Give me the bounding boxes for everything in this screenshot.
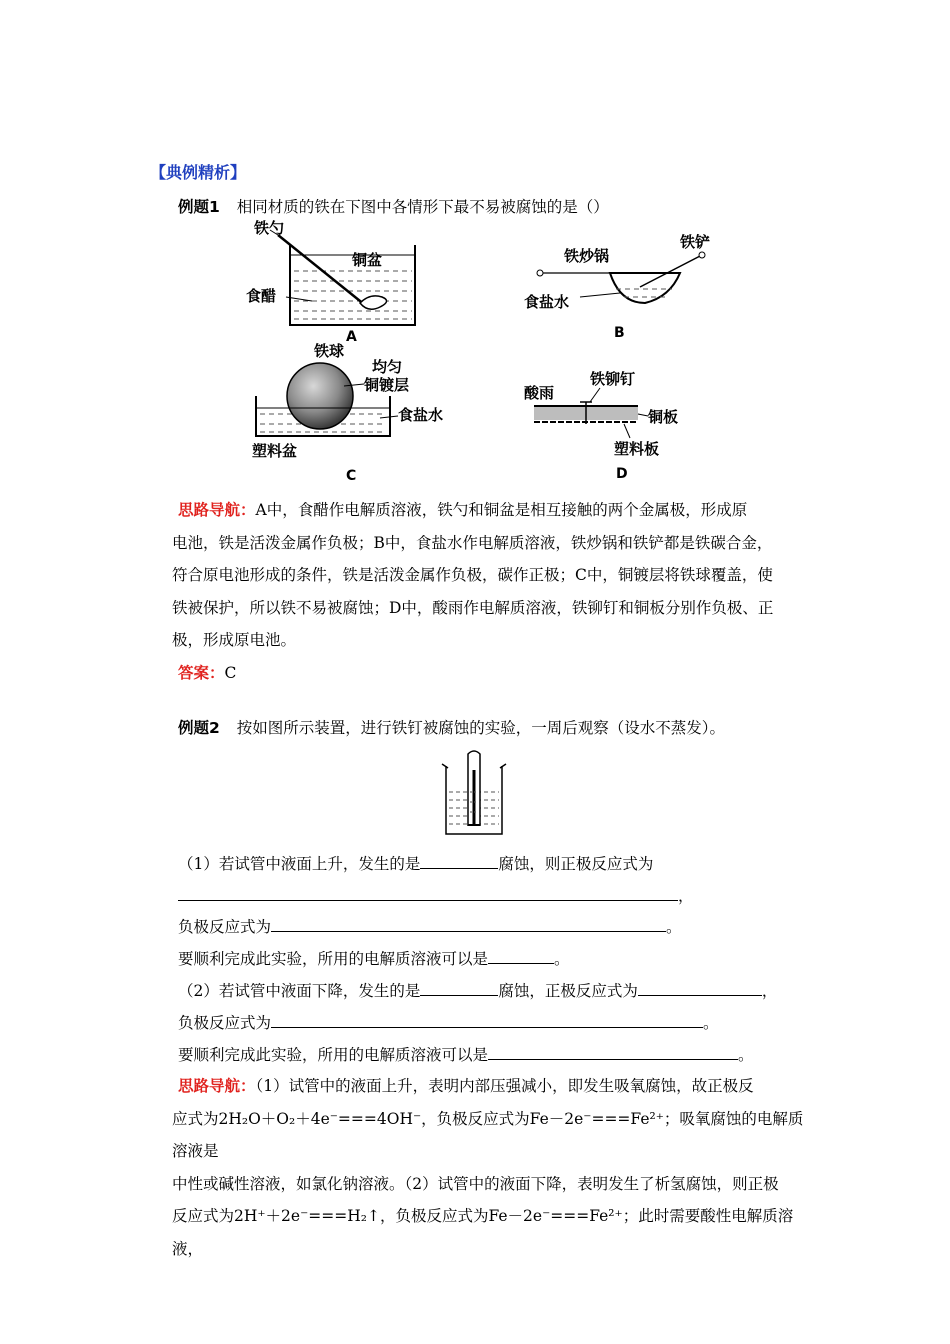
answer-label: 答案： <box>178 663 225 682</box>
q2-positive-eq-line <box>178 884 694 906</box>
analysis-label-2: 思路导航： <box>178 1077 256 1095</box>
label-plastic-plate: 塑料板 <box>614 440 660 458</box>
analysis-label-1: 思路导航： <box>178 501 256 519</box>
label-iron-wok: 铁炒锅 <box>564 247 610 265</box>
q2-part1-suffix: 腐蚀，则正极反应式为 <box>498 855 654 873</box>
analysis-line: 符合原电池形成的条件，铁是活泼金属作负极，碳作正极；C中，铜镀层将铁球覆盖，使 <box>172 566 773 584</box>
q2-negative-eq-line <box>178 915 682 937</box>
period: 。 <box>666 918 682 936</box>
q2-solution-line-1 <box>178 947 570 969</box>
label-iron-spoon: 铁勺 <box>254 219 285 237</box>
negative-label-2: 负极反应式为 <box>178 1014 272 1032</box>
q2-part2-prefix: （2）若试管中液面下降，发生的是 <box>178 982 421 1000</box>
label-plastic-basin: 塑料盆 <box>252 442 298 460</box>
solution-label-2: 要顺利完成此实验，所用的电解质溶液可以是 <box>178 1046 489 1064</box>
q2-part1-prefix: （1）若试管中液面上升，发生的是 <box>178 855 421 873</box>
figure-b <box>520 225 730 345</box>
analysis-line: 反应式为2H⁺＋2e⁻===H₂↑，负极反应式为Fe－2e⁻===Fe²⁺；此时需要酸性电解质溶液， <box>172 1207 794 1258</box>
figure-b-letter: B <box>614 325 625 341</box>
figure-d-letter: D <box>616 466 628 482</box>
blank-positive-equation-1[interactable] <box>178 886 678 901</box>
label-copper-plate: 铜板 <box>648 408 679 426</box>
blank-corrosion-type-1[interactable] <box>420 854 498 869</box>
analysis-line: 中性或碱性溶液，如氯化钠溶液。（2）试管中的液面下降，表明发生了析氢腐蚀，则正极 <box>172 1174 779 1193</box>
label-uniform: 均匀 <box>372 358 403 376</box>
analysis-line: A中，食醋作电解质溶液，铁勺和铜盆是相互接触的两个金属极，形成原 <box>255 501 748 519</box>
q2-solution-line-2 <box>178 1043 754 1065</box>
label-copper-plating: 铜镀层 <box>364 376 410 394</box>
blank-negative-equation-2[interactable] <box>271 1013 703 1028</box>
figure-a <box>240 215 440 345</box>
q2-part1-line <box>178 852 653 874</box>
blank-negative-equation-1[interactable] <box>271 917 666 932</box>
question-2-analysis <box>172 1070 808 1265</box>
blank-solution-1[interactable] <box>488 949 554 964</box>
figure-c-letter: C <box>346 468 357 483</box>
figure-c <box>240 338 480 483</box>
answer-value: C <box>224 663 237 682</box>
q2-part2-line <box>178 979 777 1001</box>
analysis-line: 应式为2H₂O＋O₂＋4e⁻===4OH⁻，负极反应式为Fe－2e⁻===Fe²⁺；吸氧腐蚀的电解质溶液是 <box>172 1109 804 1160</box>
question-1-text: 相同材质的铁在下图中各情形下最不易被腐蚀的是（） <box>236 198 609 216</box>
label-iron-spatula: 铁铲 <box>680 233 711 251</box>
analysis-line: 极，形成原电池。 <box>172 631 297 649</box>
analysis-line: 电池，铁是活泼金属作负极；B中，食盐水作电解质溶液，铁炒锅和铁铲都是铁碳合金， <box>172 533 773 552</box>
blank-positive-equation-2[interactable] <box>638 981 762 996</box>
section-title: 【典例精析】 <box>150 163 247 182</box>
label-vinegar: 食醋 <box>246 287 277 305</box>
negative-label-1: 负极反应式为 <box>178 918 272 936</box>
solution-label-1: 要顺利完成此实验，所用的电解质溶液可以是 <box>178 950 489 968</box>
analysis-line: 铁被保护，所以铁不易被腐蚀；D中，酸雨作电解质溶液，铁铆钉和铜板分别作负极、正 <box>172 598 774 617</box>
q2-negative-eq-line-2 <box>178 1011 719 1033</box>
label-acid-rain: 酸雨 <box>524 384 555 402</box>
question-1 <box>178 195 609 217</box>
question-1-analysis <box>172 494 808 689</box>
figure-d <box>520 362 740 482</box>
beaker-figure <box>438 748 510 840</box>
period: 。 <box>738 1046 754 1064</box>
comma: ， <box>761 982 778 1000</box>
question-2-text: 按如图所示装置，进行铁钉被腐蚀的实验，一周后观察（设水不蒸发）。 <box>236 719 725 737</box>
comma: ， <box>678 887 694 905</box>
question-2 <box>178 716 725 738</box>
analysis-line: （1）试管中的液面上升，表明内部压强减小，即发生吸氧腐蚀，故正极反 <box>255 1077 754 1095</box>
figure-a-letter: A <box>346 329 357 345</box>
question-2-label: 例题2 <box>178 719 220 737</box>
label-copper-basin: 铜盆 <box>352 251 383 269</box>
blank-solution-2[interactable] <box>488 1045 738 1060</box>
label-brine-c: 食盐水 <box>398 406 444 424</box>
blank-corrosion-type-2[interactable] <box>420 981 498 996</box>
question-1-label: 例题1 <box>178 198 220 216</box>
label-brine-b: 食盐水 <box>524 293 570 311</box>
period: 。 <box>554 950 570 968</box>
label-iron-ball: 铁球 <box>314 342 345 360</box>
period: 。 <box>703 1014 719 1032</box>
label-rivet: 铁铆钉 <box>590 370 636 388</box>
q2-part2-suffix: 腐蚀，正极反应式为 <box>498 982 638 1000</box>
